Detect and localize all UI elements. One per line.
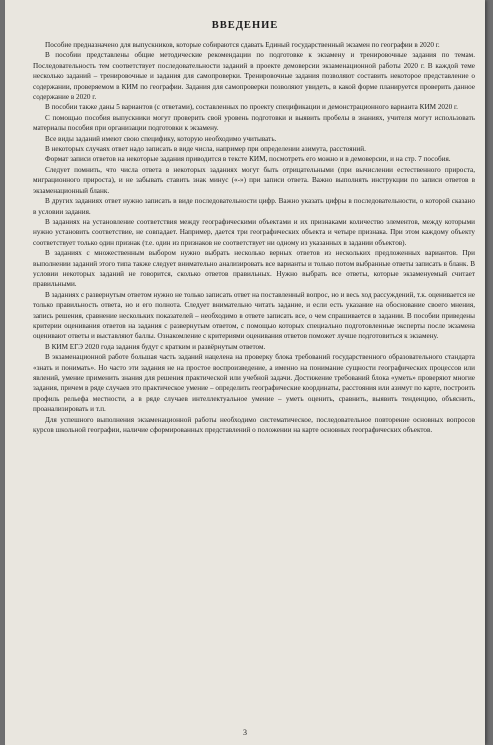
paragraph: В пособии представлены общие методические рекомендации по подготовке к экзамену и тренировочные задания по темам. Последовательность тем соответствует последовательности заданий в проекте демоверсии экзаменационной работы 2020 г. В каждой теме несколько заданий – тренировочные и задания для самопроверки. Тренировочные задания позволяют составить некоторое представление о содержании, проверяемом в КИМ по географии. Задания для самопроверки позволяют увидеть, в какой форме планируется проверить данное содержание в 2020 г. bbox=[33, 51, 475, 102]
paragraph: В заданиях с множественным выбором нужно выбрать несколько верных ответов из нескольких предложенных вариантов. При выполнении заданий этого типа также следует внимательно анализировать все варианты и только потом выбранные ответы записать в бланк. В условии некоторых заданий не говорится, сколько ответов правильных. Нужно выбрать все ответы, которые экзаменуемый считает правильными. bbox=[33, 249, 475, 289]
paragraph: Формат записи ответов на некоторые задания приводится в тексте КИМ, посмотреть его можно и в демоверсии, и на стр. 7 пособия. bbox=[45, 155, 451, 164]
paragraph: В некоторых случаях ответ надо записать в виде числа, например при определении азимута, расстояний. bbox=[45, 145, 366, 154]
paragraph: Пособие предназначено для выпускников, которые собираются сдавать Единый государственный экзамен по географии в 2020 г. bbox=[45, 41, 440, 49]
paragraph: В КИМ ЕГЭ 2020 года задания будут с кратким и развёрнутым ответом. bbox=[45, 342, 266, 351]
paragraph: Следует помнить, что числа ответа в некоторых заданиях могут быть отрицательными (при вычислении естественного прироста, миграционного прироста), и не забывать ставить знак минус («-») при записи ответа. Важно выполнять инструкции по записи ответов в экзаменационный бланк. bbox=[33, 165, 475, 195]
page-number: 3 bbox=[243, 728, 247, 737]
body-text bbox=[33, 40, 475, 435]
paragraph: Для успешного выполнения экзаменационной работы необходимо систематическое, последовательное повторение основных вопросов курсов школьной географии, наличие сформированных представлений о положении на карте основных географических объектов. bbox=[33, 415, 475, 435]
paragraph: Все виды заданий имеют свою специфику, которую необходимо учитывать. bbox=[45, 134, 277, 143]
book-page bbox=[5, 0, 485, 745]
paragraph: В пособии также даны 5 вариантов (с ответами), составленных по проекту спецификации и демонстрационного варианта КИМ 2020 г. bbox=[45, 103, 458, 112]
paragraph: В экзаменационной работе большая часть заданий нацелена на проверку блока требований государственного образовательного стандарта «знать и понимать». Но часто эти задания не на простое воспроизведение, а именно на понимание сущности географических процессов или явлений, умение применить знания для решения практической или учебной задачи. Достижение требований блока «уметь» проверяют многие задания, причем в ряде случаев это практическое умение – определить географические координаты, расстояния или азимут по карте, построить профиль рельефа местности, а в ряде случаев интеллектуальное умение – уметь оценить, сравнить, выявить тенденцию, объяснить, проанализировать и т.п. bbox=[33, 353, 475, 414]
paragraph: В заданиях на установление соответствия между географическими объектами и их признаками количество элементов, между которыми нужно установить соответствие, не совпадает. Например, дается три географических объекта и четыре признака. При этом каждому объекту соответствует только один признак (т.е. один из признаков не соответствует ни одному из указанных в задании объектов). bbox=[33, 217, 475, 247]
paragraph: В заданиях с развернутым ответом нужно не только записать ответ на поставленный вопрос, но и весь ход рассуждений, т.к. оценивается не только правильность ответа, но и его полнота. Следует внимательно читать задание, и если есть указание на обоснование своего мнения, запись решения, сравнение нескольких показателей – необходимо в ответе записать все, о чем спрашивается в задании. В пособии приведены критерии оценивания ответов на задания с развернутым ответом, с помощью которых специально подготовленные эксперты после экзамена оценивают ответы и выставляют баллы. Ознакомление с критериями оценивания ответов поможет лучше подготовиться к экзамену. bbox=[33, 290, 475, 341]
paragraph: В других заданиях ответ нужно записать в виде последовательности цифр. Важно указать цифры в последовательности, о которой сказано в условии задания. bbox=[33, 197, 475, 216]
paragraph: С помощью пособия выпускники могут проверить свой уровень подготовки и выявить пробелы в знаниях, учителя могут использовать материалы пособия при организации подготовки к экзамену. bbox=[33, 113, 475, 133]
page-title: ВВЕДЕНИЕ bbox=[211, 20, 279, 31]
